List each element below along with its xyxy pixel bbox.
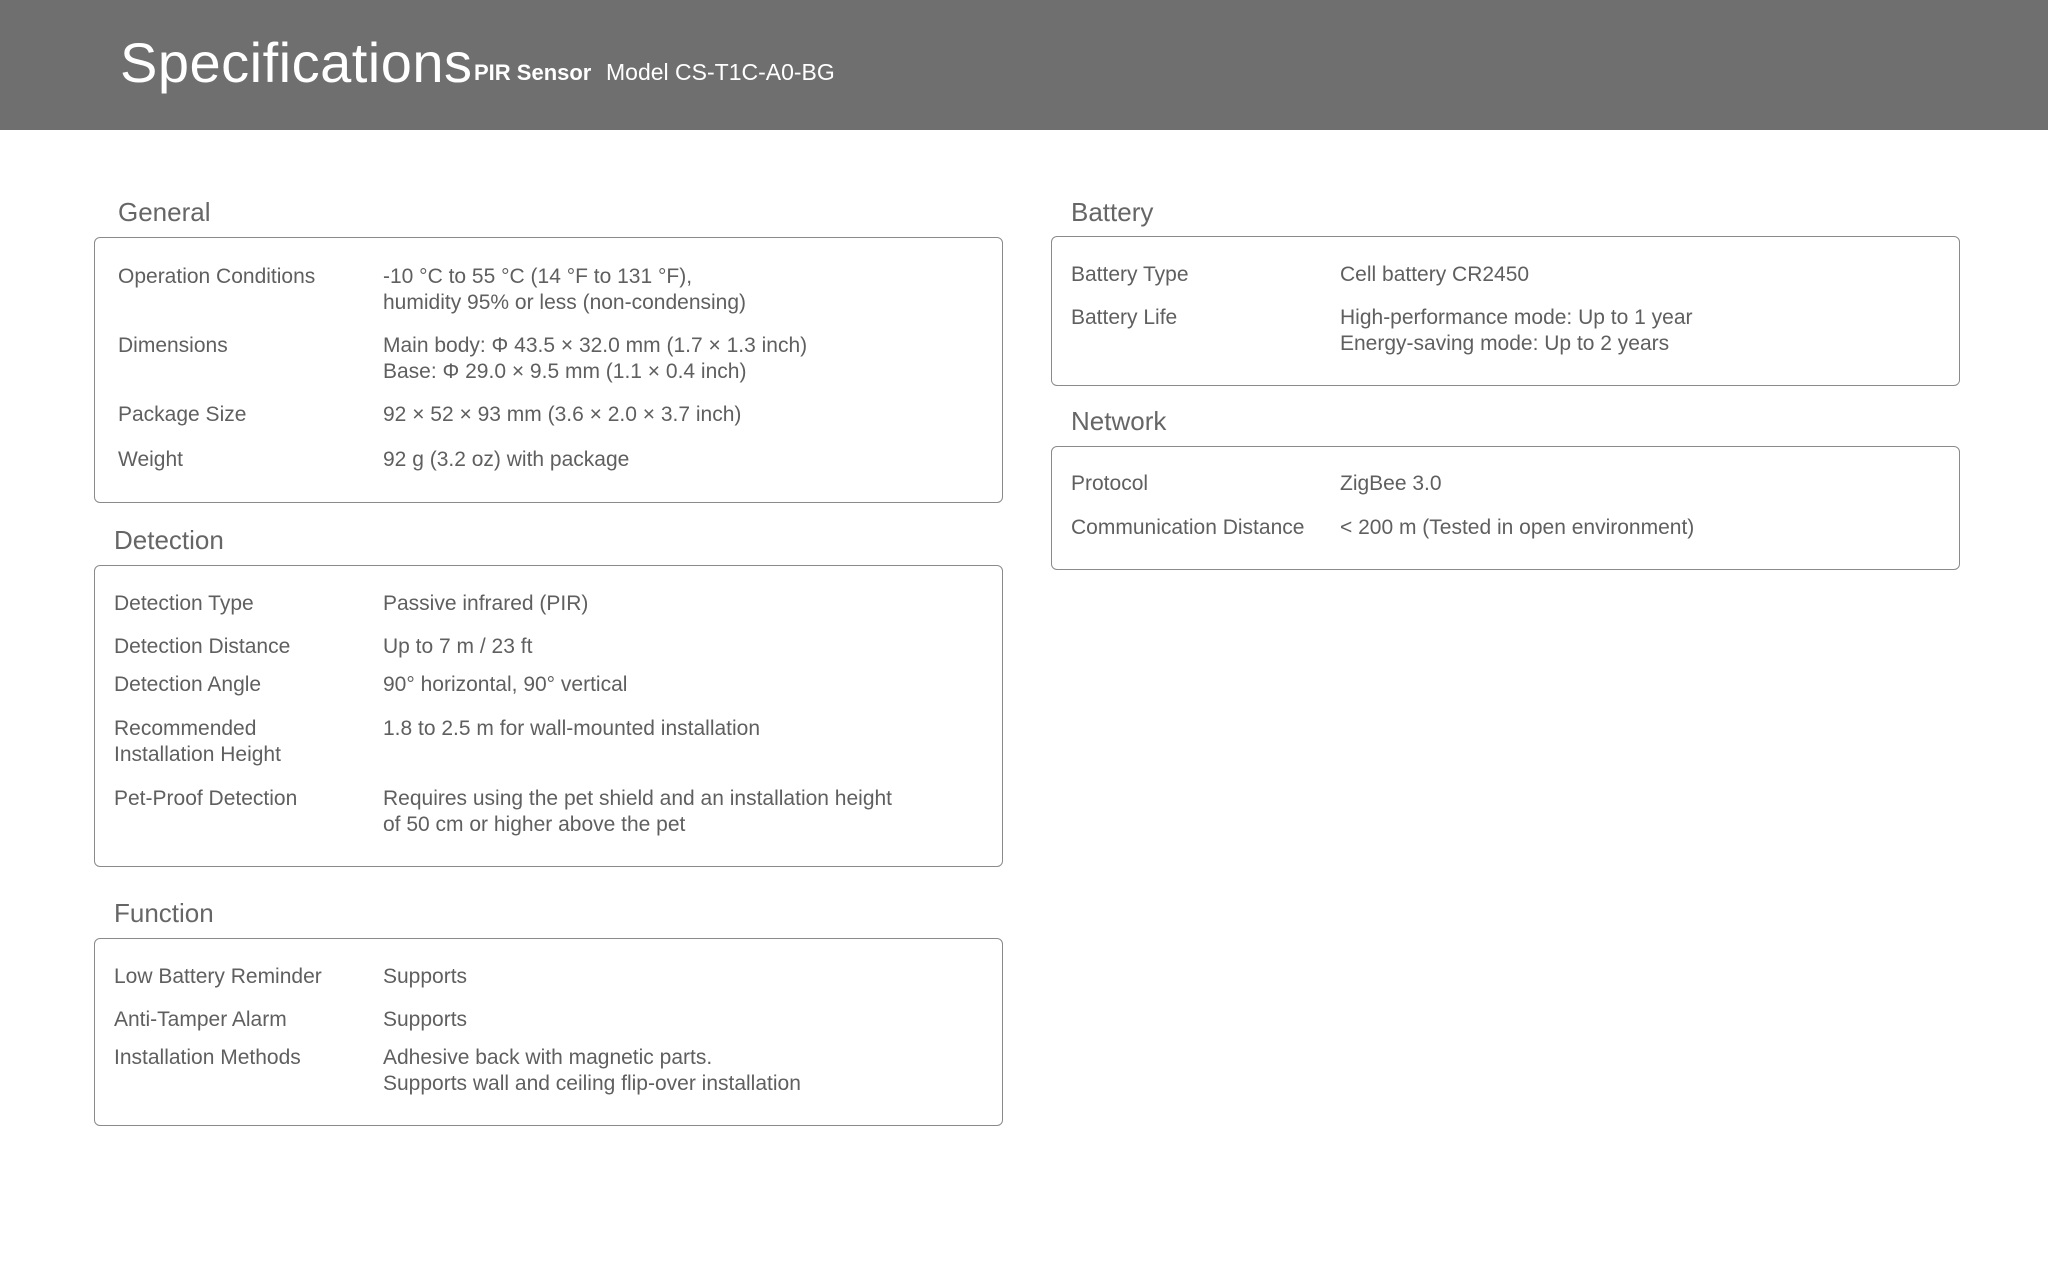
detection-section-title: Detection	[114, 525, 224, 555]
spec-value-communication-distance: < 200 m (Tested in open environment)	[1340, 516, 1695, 539]
spec-label-package-size: Package Size	[118, 403, 247, 426]
spec-label-pet-proof: Pet-Proof Detection	[114, 787, 298, 810]
spec-value-pet-proof-2: of 50 cm or higher above the pet	[383, 813, 686, 836]
spec-value-operation-conditions: -10 °C to 55 °C (14 °F to 131 °F),	[383, 265, 693, 288]
spec-value-dimensions: Main body: Φ 43.5 × 32.0 mm (1.7 × 1.3 inch)	[383, 334, 808, 357]
battery-section-title: Battery	[1071, 197, 1154, 227]
spec-label-detection-distance: Detection Distance	[114, 635, 291, 658]
spec-value-detection-type: Passive infrared (PIR)	[383, 592, 589, 615]
page-title: Specifications	[120, 31, 473, 94]
spec-value-pet-proof: Requires using the pet shield and an installation height	[383, 787, 893, 810]
spec-value-installation-methods-2: Supports wall and ceiling flip-over installation	[383, 1072, 801, 1095]
network-spec-box	[1051, 446, 1960, 570]
spec-label-weight: Weight	[118, 448, 183, 471]
spec-value-installation-methods: Adhesive back with magnetic parts.	[383, 1046, 713, 1069]
spec-label-operation-conditions: Operation Conditions	[118, 265, 316, 288]
spec-label-protocol: Protocol	[1071, 472, 1149, 495]
spec-label-recommended: Recommended	[114, 717, 257, 740]
spec-label-battery-type: Battery Type	[1071, 263, 1189, 286]
spec-value-dimensions-2: Base: Φ 29.0 × 9.5 mm (1.1 × 0.4 inch)	[383, 360, 747, 383]
spec-value-weight: 92 g (3.2 oz) with package	[383, 448, 630, 471]
spec-label-battery-life: Battery Life	[1071, 306, 1178, 329]
spec-value-detection-distance: Up to 7 m / 23 ft	[383, 635, 533, 658]
function-section-title: Function	[114, 898, 214, 928]
spec-value-battery-type: Cell battery CR2450	[1340, 263, 1530, 286]
general-section-title: General	[118, 197, 211, 227]
spec-value-protocol: ZigBee 3.0	[1340, 472, 1442, 495]
spec-label-communication-distance: Communication Distance	[1071, 516, 1305, 539]
spec-value-detection-angle: 90° horizontal, 90° vertical	[383, 673, 628, 696]
spec-label-low-battery: Low Battery Reminder	[114, 965, 322, 988]
spec-label-installation-methods: Installation Methods	[114, 1046, 301, 1069]
model-number: Model CS-T1C-A0-BG	[606, 59, 835, 85]
header-bar	[0, 0, 2048, 130]
spec-value-battery-life-2: Energy-saving mode: Up to 2 years	[1340, 332, 1670, 355]
spec-value-operation-conditions-2: humidity 95% or less (non-condensing)	[383, 291, 747, 314]
spec-value-battery-life: High-performance mode: Up to 1 year	[1340, 306, 1693, 329]
network-section-title: Network	[1071, 406, 1167, 436]
spec-label-detection-angle: Detection Angle	[114, 673, 262, 696]
spec-label-dimensions: Dimensions	[118, 334, 228, 357]
spec-label-anti-tamper: Anti-Tamper Alarm	[114, 1008, 287, 1031]
spec-label-detection-type: Detection Type	[114, 592, 254, 615]
spec-label-installation-height: Installation Height	[114, 743, 281, 766]
spec-value-installation-height: 1.8 to 2.5 m for wall-mounted installation	[383, 717, 761, 740]
spec-value-package-size: 92 × 52 × 93 mm (3.6 × 2.0 × 3.7 inch)	[383, 403, 742, 426]
product-name: PIR Sensor	[474, 60, 592, 85]
spec-value-low-battery: Supports	[383, 965, 468, 988]
spec-value-anti-tamper: Supports	[383, 1008, 468, 1031]
